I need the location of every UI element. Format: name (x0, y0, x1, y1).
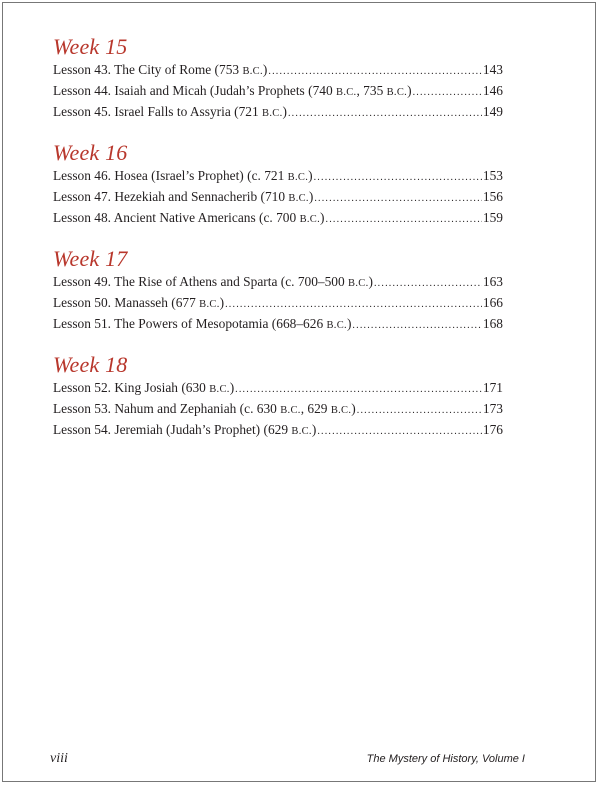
dot-leader (225, 294, 482, 315)
toc-entry-page: 176 (482, 422, 503, 437)
toc-entry-page: 163 (482, 274, 503, 289)
week-heading: Week 17 (53, 246, 128, 271)
toc-entry-title: Lesson 54. Jeremiah (Judah’s Prophet) (629 B.C.) (53, 422, 317, 437)
toc-entry-page: 153 (482, 168, 503, 183)
toc-entry (53, 377, 503, 398)
toc-entry (53, 313, 503, 334)
toc-entry-page: 171 (482, 380, 503, 395)
toc-entry-title: Lesson 49. The Rise of Athens and Sparta (c. 700–500 B.C.) (53, 274, 373, 289)
week-heading: Week 16 (53, 140, 128, 165)
table-of-contents (53, 36, 503, 460)
toc-entry (53, 398, 503, 419)
toc-entry-title: Lesson 43. The City of Rome (753 B.C.) (53, 62, 268, 77)
toc-entry-page: 173 (482, 401, 503, 416)
dot-leader (268, 61, 482, 82)
toc-entry-page: 168 (482, 316, 503, 331)
toc-entry-page: 149 (482, 104, 503, 119)
toc-entry-title: Lesson 53. Nahum and Zephaniah (c. 630 B.C., 629 B.C.) (53, 401, 356, 416)
dot-leader (374, 273, 482, 294)
week-heading: Week 18 (53, 352, 128, 377)
toc-entry (53, 80, 503, 101)
page-number: viii (50, 751, 68, 766)
toc-entry (53, 101, 503, 122)
toc-entry-title: Lesson 45. Israel Falls to Assyria (721 B.C.) (53, 104, 287, 119)
toc-entry-title: Lesson 50. Manasseh (677 B.C.) (53, 295, 225, 310)
document-page (2, 2, 596, 782)
toc-entry-title: Lesson 52. King Josiah (630 B.C.) (53, 380, 235, 395)
toc-entry (53, 292, 503, 313)
dot-leader (288, 103, 482, 124)
week-section (53, 36, 503, 122)
toc-entry-page: 146 (482, 83, 503, 98)
toc-entry-title: Lesson 44. Isaiah and Micah (Judah’s Prophets (740 B.C., 735 B.C.) (53, 83, 412, 98)
week-section (53, 354, 503, 440)
toc-entry-page: 156 (482, 189, 503, 204)
toc-entry (53, 59, 503, 80)
dot-leader (235, 379, 482, 400)
dot-leader (317, 421, 482, 442)
dot-leader (314, 167, 482, 188)
dot-leader (314, 188, 482, 209)
toc-entry-page: 143 (482, 62, 503, 77)
dot-leader (357, 400, 482, 421)
week-heading: Week 15 (53, 34, 128, 59)
toc-entry (53, 186, 503, 207)
toc-entry (53, 207, 503, 228)
toc-entry (53, 419, 503, 440)
week-section (53, 248, 503, 334)
toc-entry-title: Lesson 47. Hezekiah and Sennacherib (710 B.C.) (53, 189, 314, 204)
dot-leader (413, 82, 482, 103)
toc-entry (53, 271, 503, 292)
dot-leader (326, 209, 482, 230)
toc-entry-title: Lesson 48. Ancient Native Americans (c. 700 B.C.) (53, 210, 325, 225)
toc-entry (53, 165, 503, 186)
book-title: The Mystery of History, Volume I (366, 753, 525, 765)
toc-entry-page: 166 (482, 295, 503, 310)
week-section (53, 142, 503, 228)
toc-entry-title: Lesson 46. Hosea (Israel’s Prophet) (c. 721 B.C.) (53, 168, 313, 183)
toc-entry-page: 159 (482, 210, 503, 225)
dot-leader (352, 315, 481, 336)
toc-entry-title: Lesson 51. The Powers of Mesopotamia (668–626 B.C.) (53, 316, 352, 331)
